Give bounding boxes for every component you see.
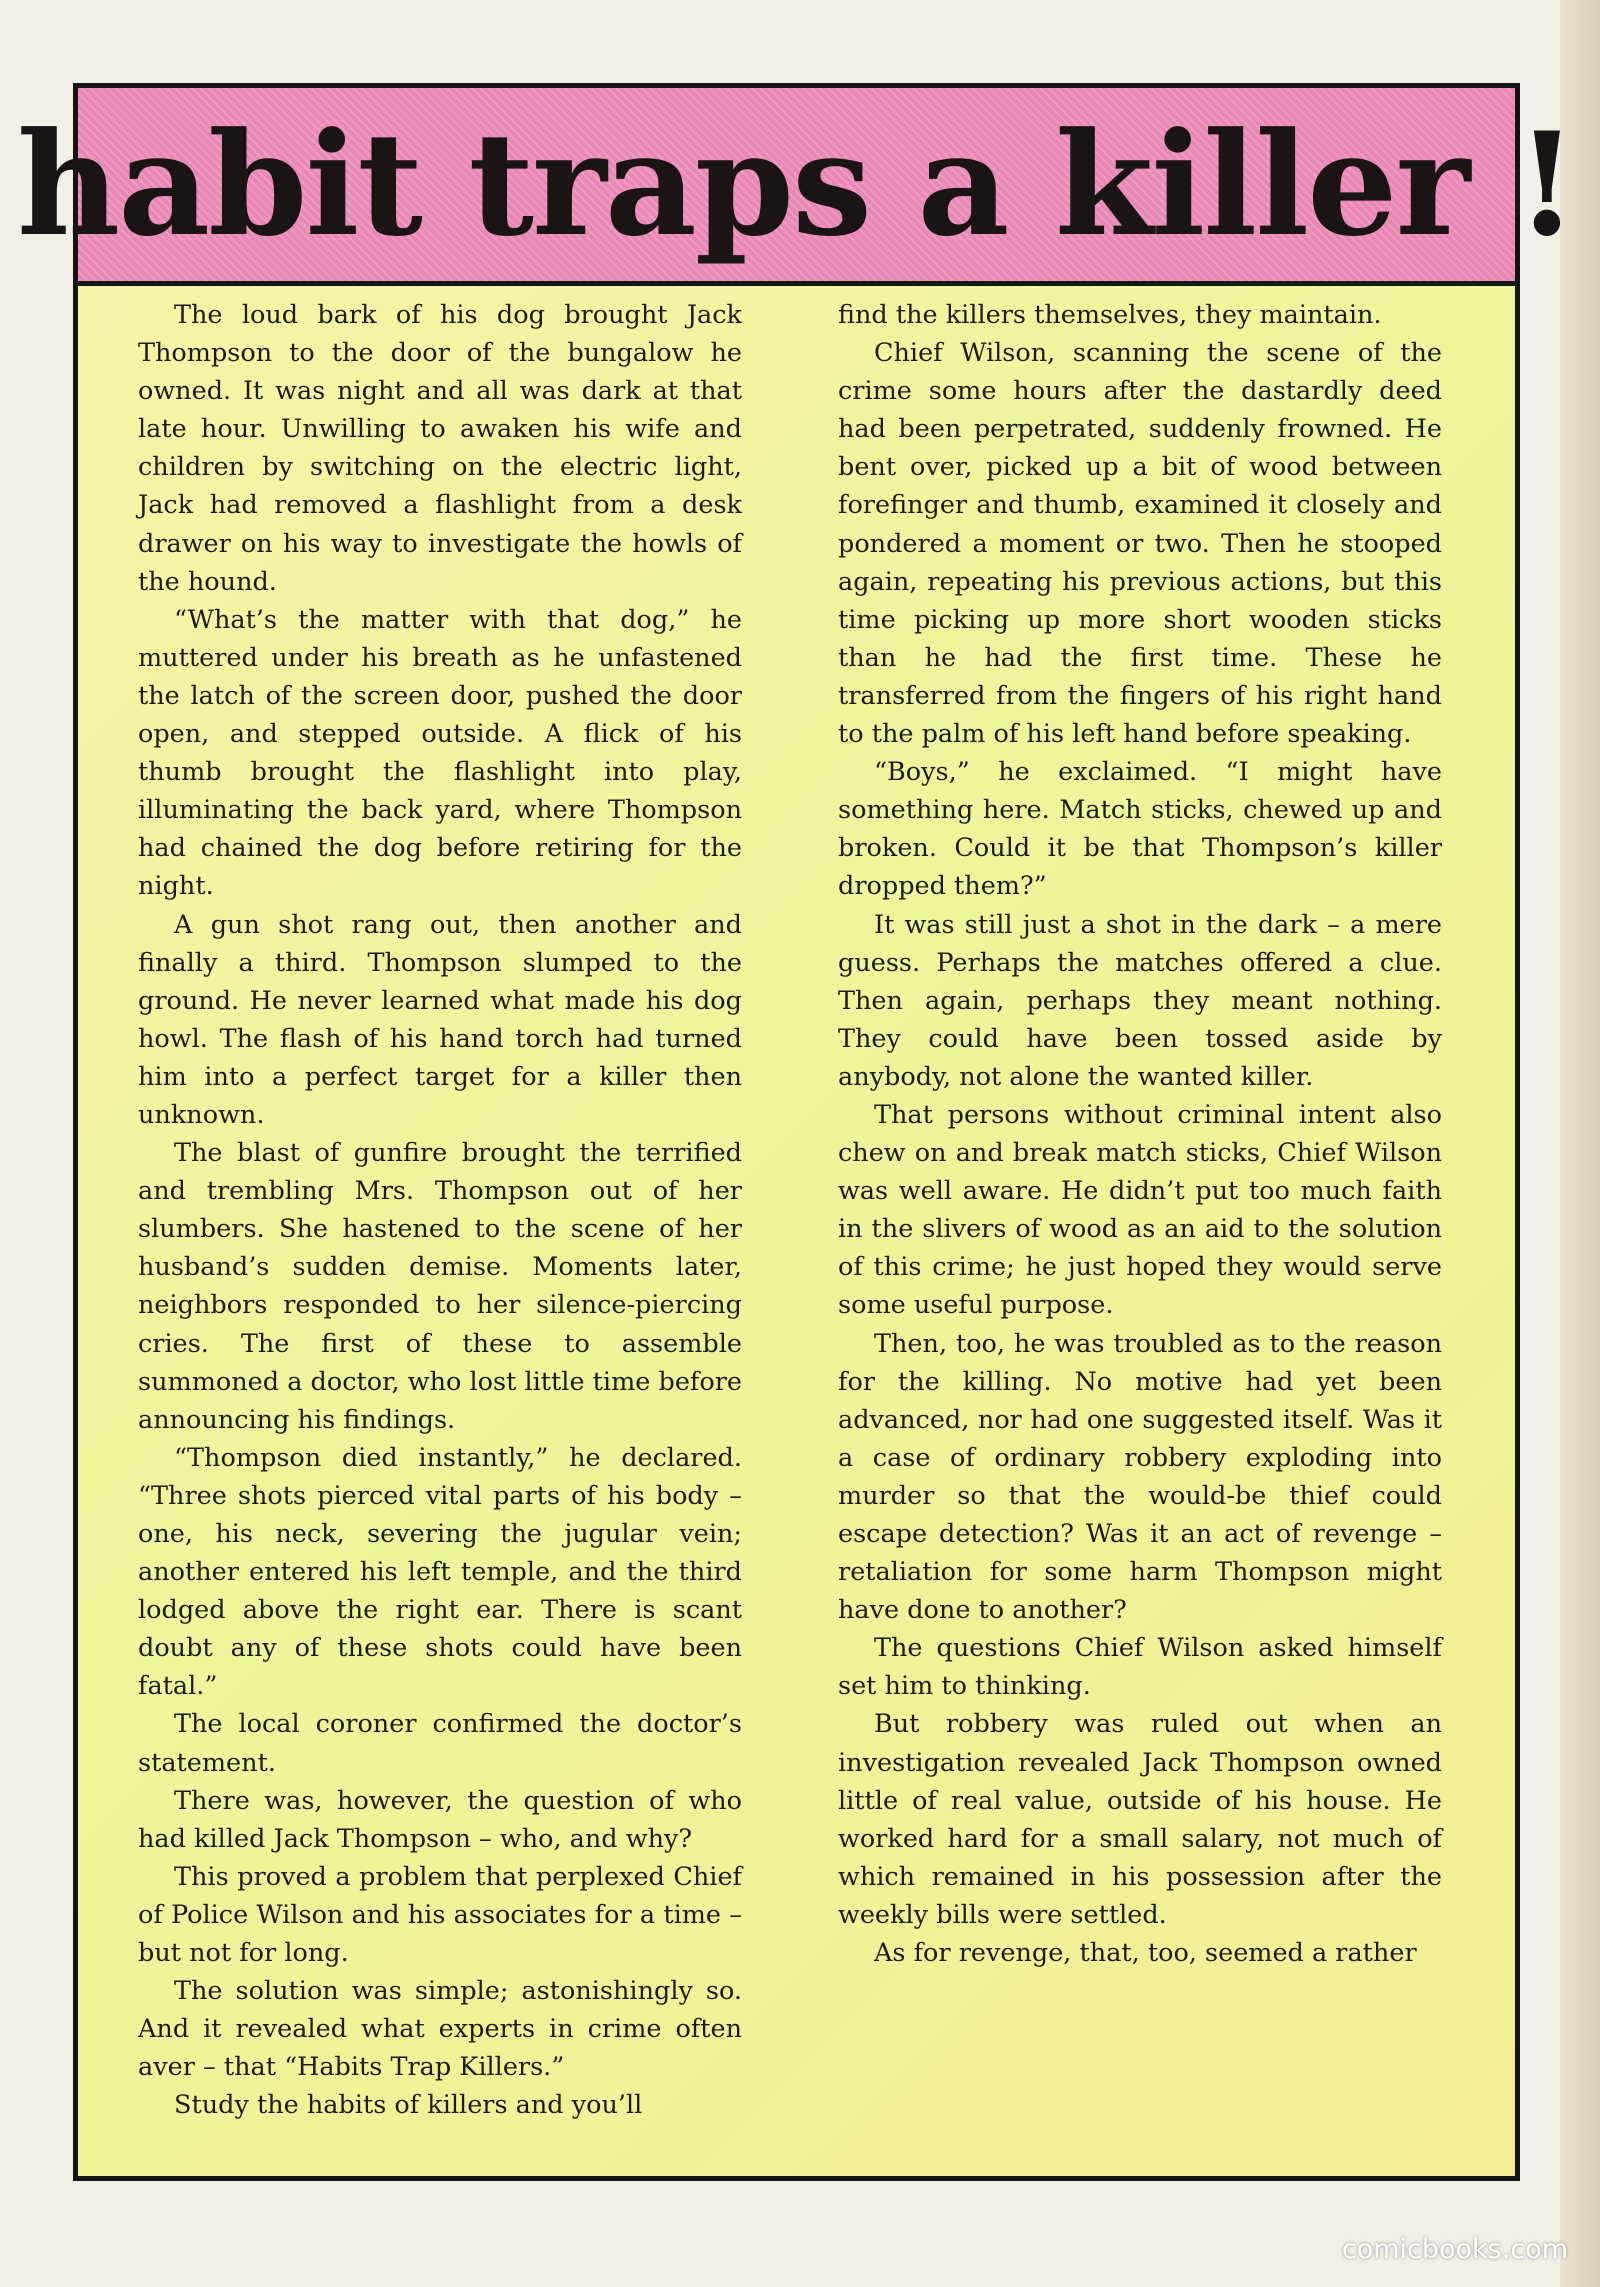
paragraph: The local coroner confirmed the doctor’s statement.	[138, 1709, 742, 1778]
paragraph: Study the habits of killers and you’ll	[174, 2090, 643, 2121]
paragraph: A gun shot rang out, then another and finally a third. Thompson slumped to the ground. He never learned what made his dog howl. The flash of his hand torch had turned him into a perfect target for a killer then unknown.	[138, 909, 742, 1130]
paragraph: Chief Wilson, scanning the scene of the crime some hours after the dastardly deed had been perpetrated, suddenly frowned. He bent over, picked up a bit of wood between forefinger and thumb, examined it closely and pondered a moment or two. Then he stooped again, repeating his previous actions, but this time picking up more short wooden sticks than he had the first time. These he transferred from the fingers of his right hand to the palm of his left hand before speaking.	[838, 338, 1442, 750]
paragraph: There was, however, the question of who had killed Jack Thompson – who, and why?	[138, 1785, 742, 1854]
paragraph: This proved a problem that perplexed Chief of Police Wilson and his associates for a time – but not for long.	[138, 1861, 742, 1969]
story-panel	[16, 83, 1577, 2181]
watermark: comicbooks.com	[1341, 2234, 1568, 2265]
paragraph: It was still just a shot in the dark – a mere guess. Perhaps the matches offered a clue. Then again, perhaps they meant nothing. They could have been tossed aside by anybody, not alone the wanted killer.	[838, 909, 1442, 1092]
paragraph: “What’s the matter with that dog,” he muttered under his breath as he unfastened the latch of the screen door, pushed the door open, and stepped outside. A flick of his thumb brought the flashlight into play, illuminating the back yard, where Thompson had chained the dog before retiring for the night.	[138, 604, 742, 902]
story-title: habit traps a killer !	[16, 101, 1577, 268]
left-column	[138, 296, 742, 2125]
paragraph: As for revenge, that, too, seemed a rather	[874, 1938, 1417, 1969]
text-area	[78, 286, 1515, 2176]
paragraph: Then, too, he was troubled as to the reason for the killing. No motive had yet been advanced, nor had one suggested itself. Was it a case of ordinary robbery exploding into murder so that the would-be thief could escape detection? Was it an act of revenge – retaliation for some harm Thompson might have done to another?	[838, 1328, 1442, 1626]
title-banner	[16, 88, 1577, 286]
paragraph: “Boys,” he exclaimed. “I might have something here. Match sticks, chewed up and broken. Could it be that Thompson’s killer dropped them?”	[838, 757, 1442, 902]
paragraph: “Thompson died instantly,” he declared. “Three shots pierced vital parts of his body – one, his neck, severing the jugular vein; another entered his left temple, and the third lodged above the right ear. There is scant doubt any of these shots could have been fatal.”	[138, 1442, 742, 1702]
paragraph: The solution was simple; astonishingly so. And it revealed what experts in crime often aver – that “Habits Trap Killers.”	[138, 1976, 742, 2083]
page-edge	[1560, 0, 1600, 2287]
paragraph: The questions Chief Wilson asked himself set him to thinking.	[838, 1633, 1442, 1702]
paragraph-continued: find the killers themselves, they maintain.	[838, 300, 1382, 330]
paragraph: The loud bark of his dog brought Jack Thompson to the door of the bungalow he owned. It was night and all was dark at that late hour. Unwilling to awaken his wife and children by switching on the electric light, Jack had removed a flashlight from a desk drawer on his way to investigate the howls of the hound.	[138, 300, 742, 597]
right-column	[838, 296, 1442, 1972]
paragraph: That persons without criminal intent also chew on and break match sticks, Chief Wilson was well aware. He didn’t put too much faith in the slivers of wood as an aid to the solution of this crime; he just hoped they would serve some useful purpose.	[838, 1099, 1442, 1321]
paragraph: But robbery was ruled out when an investigation revealed Jack Thompson owned little of real value, outside of his house. He worked hard for a small salary, not much of which remained in his possession after the weekly bills were settled.	[838, 1709, 1442, 1930]
paragraph: The blast of gunfire brought the terrified and trembling Mrs. Thompson out of her slumbers. She hastened to the scene of her husband’s sudden demise. Moments later, neighbors responded to her silence-piercing cries. The first of these to assemble summoned a doctor, who lost little time before announcing his findings.	[138, 1138, 742, 1435]
